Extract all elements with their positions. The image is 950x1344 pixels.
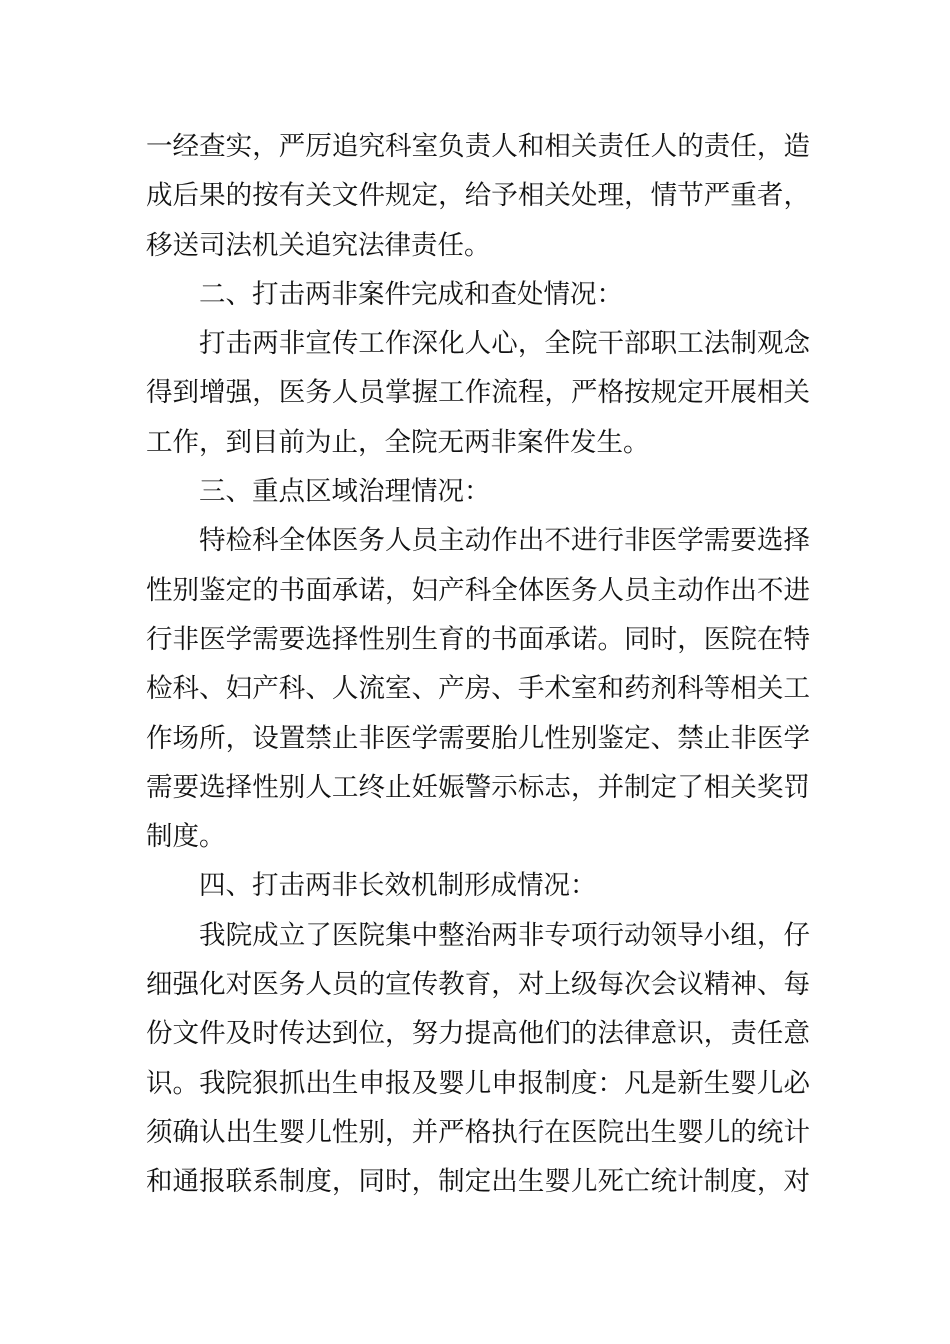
paragraph-long-term-mechanism	[146, 911, 810, 1207]
text-line: 得到增强，医务人员掌握工作流程，严格按规定开展相关	[146, 377, 810, 409]
text-line: 细强化对医务人员的宣传教育，对上级每次会议精神、每	[146, 969, 810, 1001]
section-heading-4	[146, 861, 810, 910]
text-line: 特检科全体医务人员主动作出不进行非医学需要选择	[199, 525, 810, 557]
paragraph-accountability	[146, 122, 810, 270]
text-line: 我院成立了医院集中整治两非专项行动领导小组，仔	[199, 919, 810, 951]
paragraph-key-areas	[146, 516, 810, 861]
text-line: 检科、妇产科、人流室、产房、手术室和药剂科等相关工	[146, 673, 810, 705]
text-line: 份文件及时传达到位，努力提高他们的法律意识，责任意	[146, 1018, 810, 1050]
text-line: 移送司法机关追究法律责任。	[146, 229, 491, 261]
text-line: 工作，到目前为止，全院无两非案件发生。	[146, 426, 650, 458]
text-line: 和通报联系制度，同时，制定出生婴儿死亡统计制度，对	[146, 1166, 810, 1198]
text-line: 打击两非宣传工作深化人心，全院干部职工法制观念	[199, 328, 810, 360]
heading-text: 四、打击两非长效机制形成情况：	[199, 870, 597, 902]
section-heading-2	[146, 270, 810, 319]
text-line: 成后果的按有关文件规定，给予相关处理，情节严重者，	[146, 180, 810, 212]
text-line: 制度。	[146, 821, 226, 853]
text-line: 识。我院狠抓出生申报及婴儿申报制度：凡是新生婴儿必	[146, 1067, 810, 1099]
heading-text: 二、打击两非案件完成和查处情况：	[199, 278, 623, 310]
paragraph-case-handling	[146, 319, 810, 467]
text-line: 行非医学需要选择性别生育的书面承诺。同时，医院在特	[146, 623, 810, 655]
document-body	[146, 122, 810, 1207]
heading-text: 三、重点区域治理情况：	[199, 476, 491, 508]
text-line: 作场所，设置禁止非医学需要胎儿性别鉴定、禁止非医学	[146, 722, 810, 754]
text-line: 一经查实，严厉追究科室负责人和相关责任人的责任，造	[146, 131, 810, 162]
text-line: 须确认出生婴儿性别，并严格执行在医院出生婴儿的统计	[146, 1116, 810, 1148]
text-line: 需要选择性别人工终止妊娠警示标志，并制定了相关奖罚	[146, 771, 810, 803]
section-heading-3	[146, 467, 810, 516]
text-line: 性别鉴定的书面承诺，妇产科全体医务人员主动作出不进	[146, 574, 810, 606]
